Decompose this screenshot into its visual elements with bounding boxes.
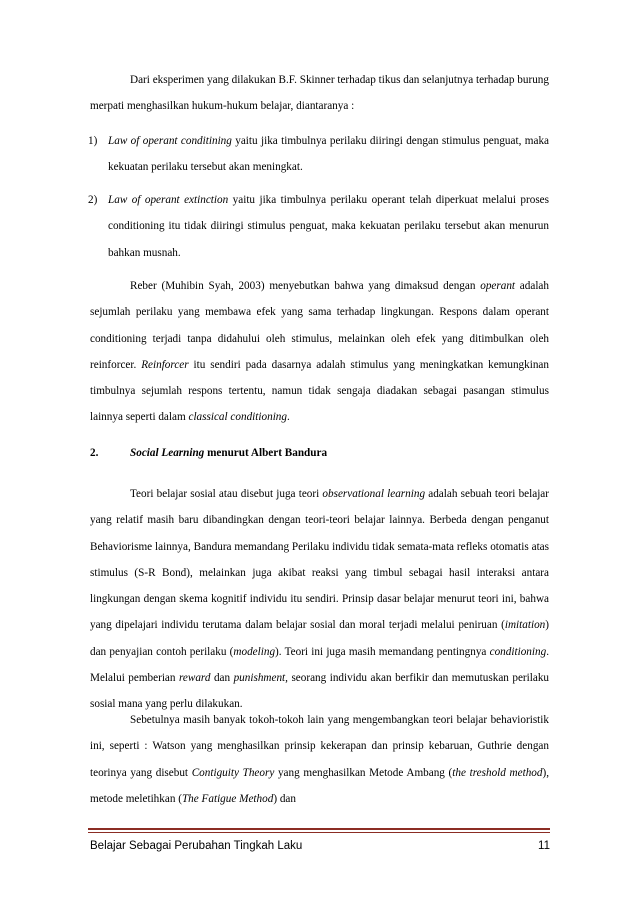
section-title-italic: Social Learning bbox=[130, 447, 205, 459]
footer-rule-thin bbox=[88, 832, 550, 833]
text-run-italic: classical conditioning bbox=[188, 411, 287, 424]
text-run-italic: punishment, bbox=[233, 672, 288, 685]
text-run: . bbox=[287, 411, 290, 424]
list-term: Law of operant conditining bbox=[108, 135, 232, 147]
text-run-italic: operant bbox=[480, 280, 516, 292]
list-number: 2) bbox=[88, 194, 98, 206]
section-title bbox=[130, 447, 327, 459]
text-run: . Melalui pemberian bbox=[90, 645, 549, 685]
text-run: ). Teori ini juga masih memandang pentingnya bbox=[275, 645, 490, 658]
text-run: ) dan bbox=[273, 792, 296, 805]
text-run: ), metode meletihkan ( bbox=[90, 766, 550, 805]
section-title-rest: menurut Albert Bandura bbox=[204, 447, 328, 459]
list-number: 1) bbox=[88, 135, 98, 147]
paragraph-intro bbox=[90, 67, 549, 120]
text-run: Teori belajar sosial atau disebut juga teori bbox=[130, 488, 323, 500]
text-run: Sebetulnya masih banyak tokoh-tokoh lain yang mengembangkan teori belajar behavioristik ini, seperti : Watson yang menghasilkan prinsip kekerapan dan prinsip kebaruan, Guthrie dengan teorinya yang disebut bbox=[90, 714, 549, 779]
text-run: adalah sebuah teori belajar yang relatif masih baru dibandingkan dengan teori-teori belajar lainnya. Berbeda dengan penganut Behaviorisme lainnya, Bandura memandang Perilaku individu tidak semata-mata refleks otomatis atas stimulus (S-R Bond), melainkan juga akibat reaksi yang timbul sebagai hasil interaksi antara lingkungan dengan skema kognitif individu itu sendiri. Prinsip dasar belajar menurut teori ini, bahwa yang dipelajari individu terutama dalam belajar sosial dan moral terjadi melalui peniruan ( bbox=[90, 488, 549, 632]
list-item-2 bbox=[88, 187, 549, 266]
text-run: Reber (Muhibin Syah, 2003) menyebutkan bahwa yang dimaksud dengan bbox=[130, 280, 481, 292]
text-run-italic: reward bbox=[178, 672, 211, 685]
footer-rule bbox=[88, 828, 550, 830]
text-run-italic: the treshold method bbox=[452, 766, 543, 779]
paragraph-text: Dari eksperimen yang dilakukan B.F. Skinner terhadap tikus dan selanjutnya terhadap burung merpati menghasilkan hukum-hukum belajar, diantaranya : bbox=[90, 74, 549, 113]
text-run-italic: modeling bbox=[233, 645, 276, 658]
paragraph-other-figures bbox=[90, 707, 549, 812]
text-run-italic: observational learning bbox=[322, 488, 426, 500]
section-number: 2. bbox=[90, 447, 99, 459]
text-run: dan bbox=[210, 672, 234, 685]
list-term: Law of operant extinction bbox=[108, 194, 229, 206]
text-run-italic: imitation bbox=[504, 619, 546, 632]
text-run-italic: Contiguity Theory bbox=[191, 766, 275, 779]
paragraph-reber bbox=[90, 273, 549, 431]
page-number: 11 bbox=[538, 840, 550, 852]
text-run: ) dan penyajian contoh perilaku ( bbox=[90, 619, 549, 658]
text-run: itu sendiri pada dasarnya adalah stimulus yang meningkatkan kemungkinan timbulnya sejumlah respons tertentu, namun tidak sengaja diadakan sebagai pasangan stimulus lainnya seperti dalam bbox=[90, 358, 549, 424]
footer-title: Belajar Sebagai Perubahan Tingkah Laku bbox=[90, 840, 303, 852]
text-run: seorang individu akan berfikir dan memutuskan perilaku sosial mana yang perlu dilakukan. bbox=[90, 672, 550, 711]
text-run-italic: The Fatigue Method bbox=[181, 792, 274, 805]
paragraph-social-learning bbox=[90, 481, 549, 718]
list-item-1 bbox=[88, 128, 549, 181]
text-run-italic: Reinforcer bbox=[141, 358, 189, 371]
list-text: yaitu jika timbulnya perilaku diiringi dengan stimulus penguat, maka kekuatan perilaku tersebut akan meningkat. bbox=[108, 135, 549, 174]
text-run: yang menghasilkan Metode Ambang ( bbox=[274, 766, 453, 779]
list-text: yaitu jika timbulnya perilaku operant telah diperkuat melalui proses conditioning itu tidak diiringi stimulus penguat, maka kekuatan perilaku tersebut akan menurun bahkan musnah. bbox=[108, 194, 549, 259]
text-run-italic: conditioning bbox=[489, 645, 547, 658]
text-run: adalah sejumlah perilaku yang membawa efek yang sama terhadap lingkungan. Respons dalam operant conditioning terjadi tanpa didahului oleh stimulus, melainkan oleh efek yang ditimbulkan oleh reinforcer. bbox=[90, 280, 549, 371]
